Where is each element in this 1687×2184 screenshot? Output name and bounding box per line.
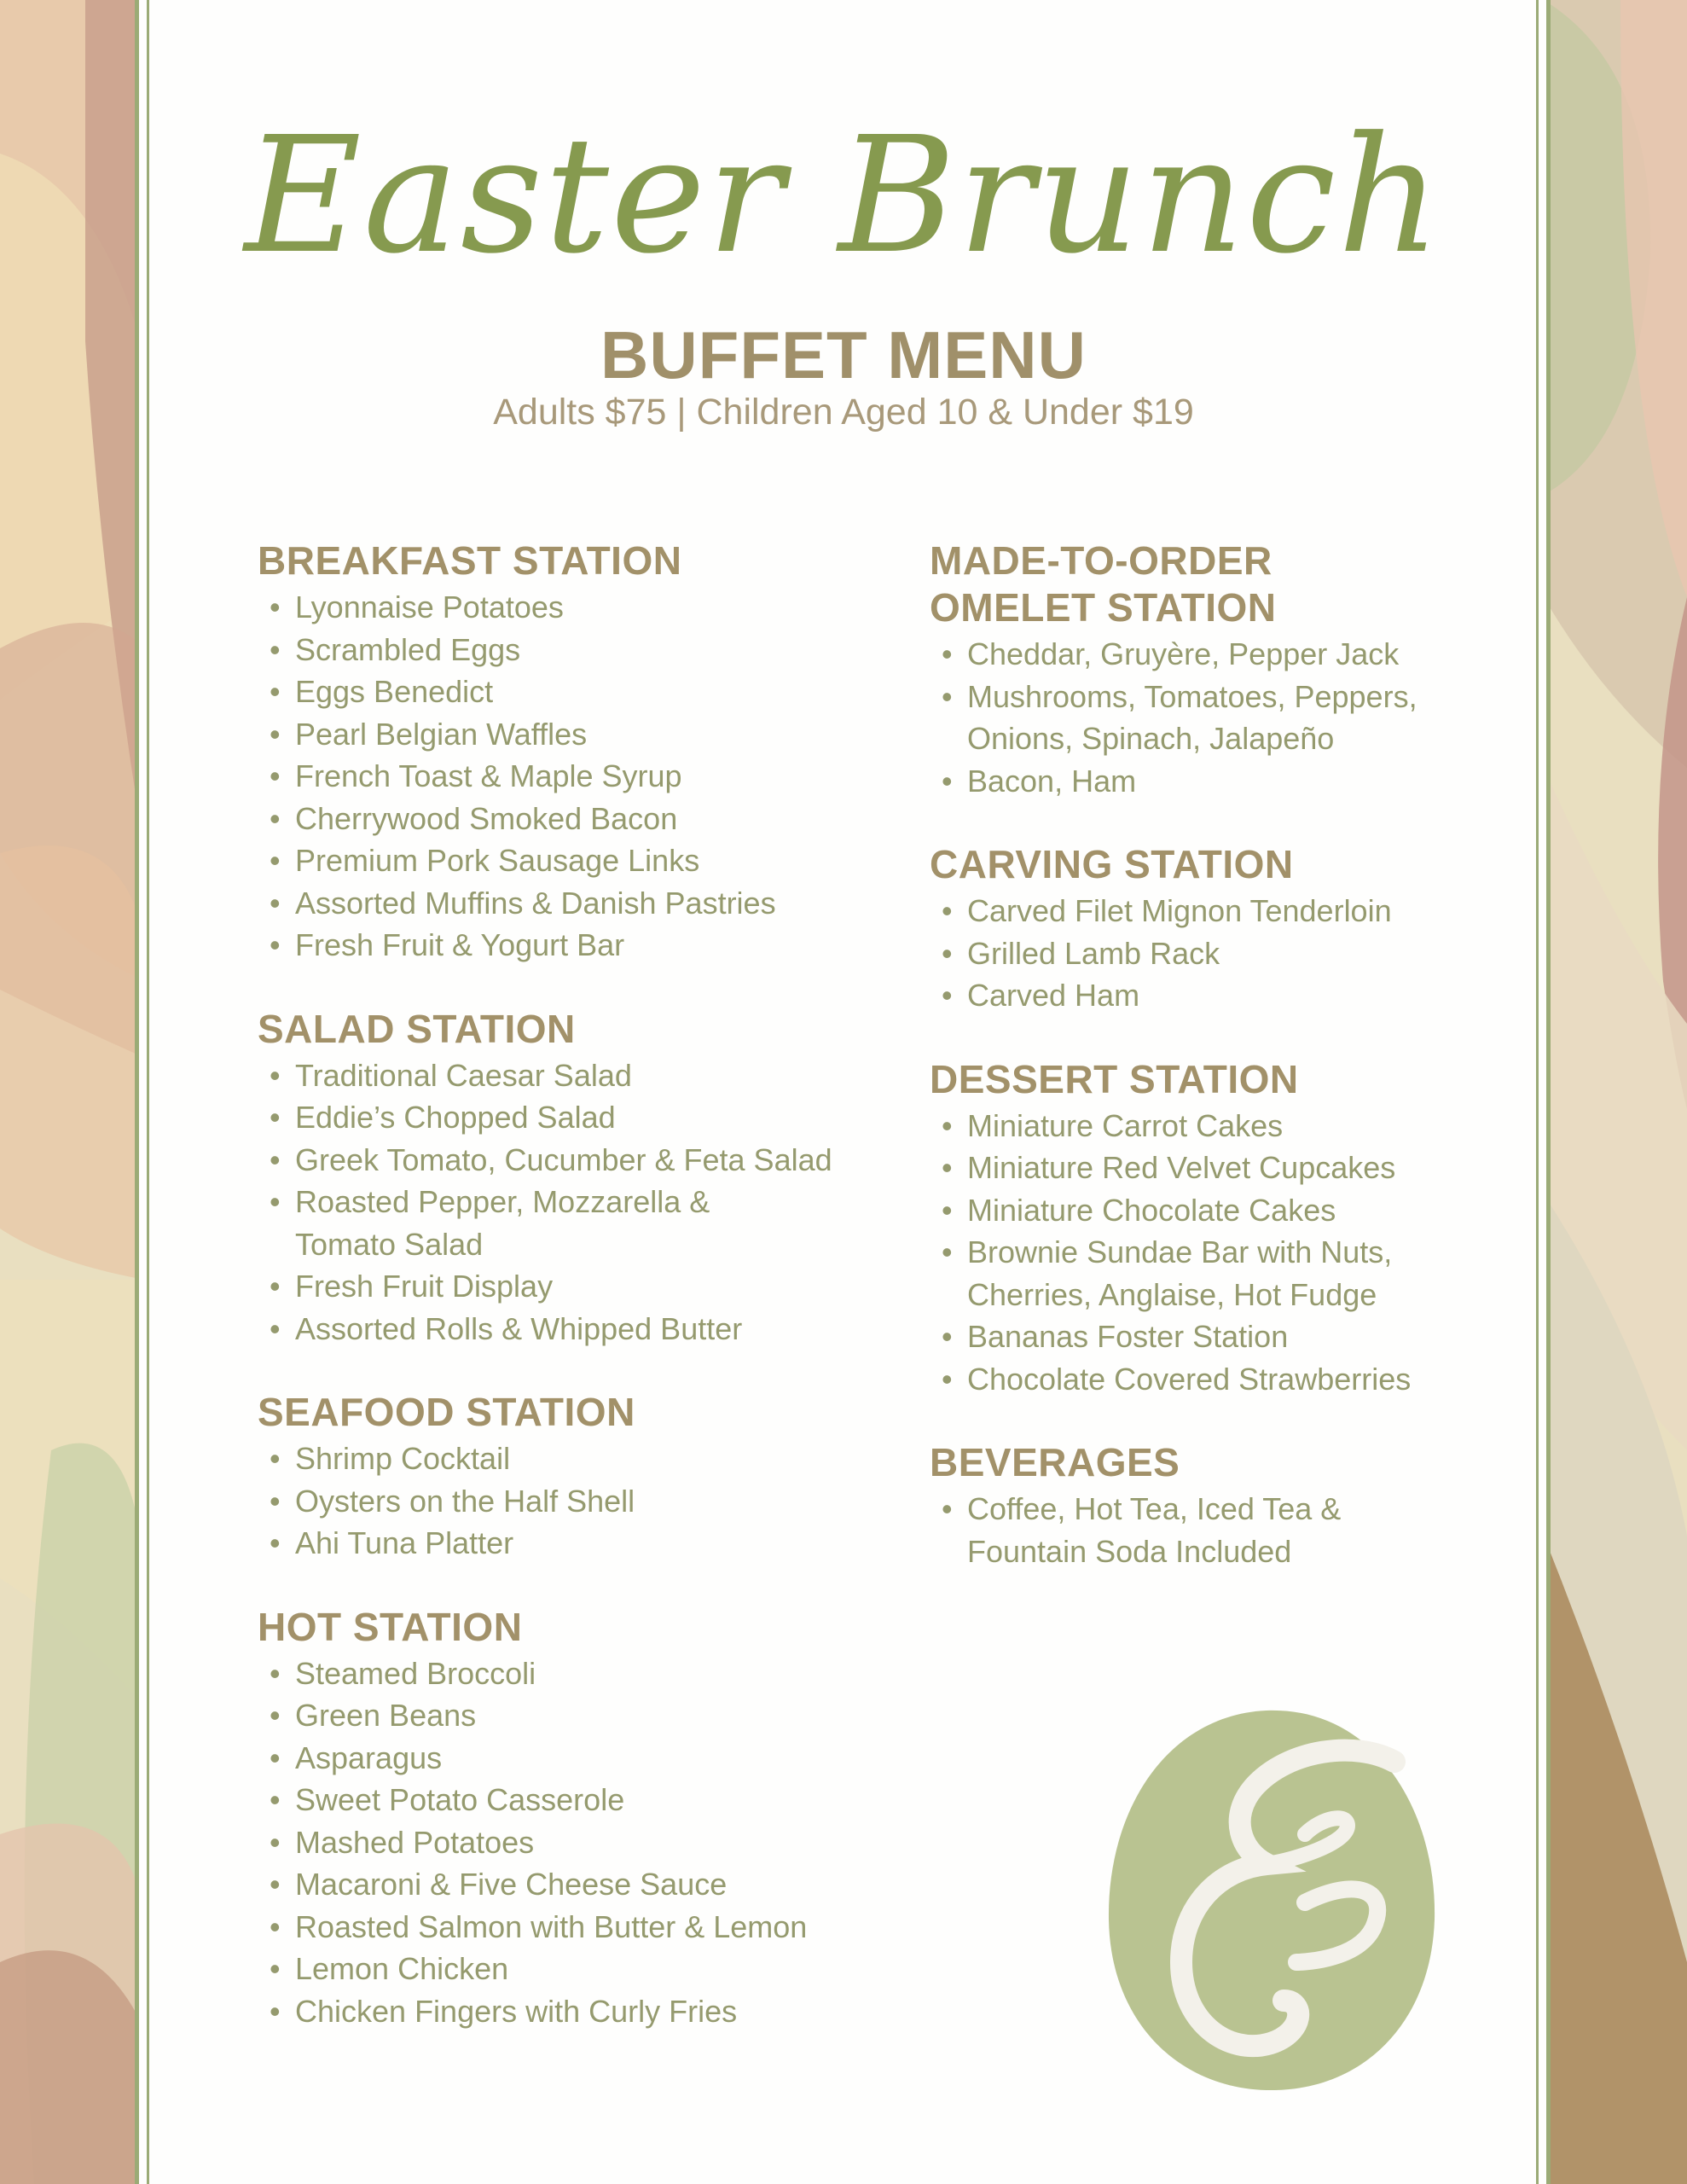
section-salad-station [258,1006,906,1350]
menu-item: • Shrimp Cocktail [258,1438,906,1480]
item-list [258,586,906,967]
menu-item: • Sweet Potato Casserole [258,1779,906,1821]
menu-item: • Eddie’s Chopped Salad [258,1096,906,1139]
menu-item: • Carved Filet Mignon Tenderloin [930,890,1493,932]
item-list [930,1488,1493,1572]
menu-item: • Traditional Caesar Salad [258,1054,906,1097]
section-carving-station [930,841,1493,1017]
menu-item: • Premium Pork Sausage Links [258,839,906,882]
item-list [258,1438,906,1565]
section-title: BEVERAGES [930,1440,1180,1484]
menu-item: • Fresh Fruit & Yogurt Bar [258,924,906,967]
section-title: DESSERT STATION [930,1056,1299,1101]
item-list [258,1653,906,2033]
menu-item: • Mashed Potatoes [258,1821,906,1864]
item-list [930,890,1493,1017]
menu-item: • Ahi Tuna Platter [258,1522,906,1565]
menu-item: • Chicken Fingers with Curly Fries [258,1990,906,2033]
menu-item: • Lemon Chicken [258,1948,906,1990]
item-list [930,1105,1493,1401]
section-dessert-station [930,1056,1493,1401]
right-column [930,537,1493,1612]
price-line: Adults $75 | Children Aged 10 & Under $19 [493,392,1194,433]
menu-item: • Scrambled Eggs [258,629,906,671]
menu-item: • Bacon, Ham [930,760,1493,803]
menu-item: • Roasted Pepper, Mozzarella & Tomato Salad [258,1181,906,1265]
section-hot-station [258,1604,906,2033]
menu-item: • Roasted Salmon with Butter & Lemon [258,1906,906,1949]
left-column [258,537,906,2071]
section-title: SALAD STATION [258,1006,576,1051]
menu-item: • Cheddar, Gruyère, Pepper Jack [930,633,1493,676]
section-title: MADE-TO-ORDER OMELET STATION [930,538,1277,630]
menu-item: • Asparagus [258,1737,906,1780]
menu-item: • Oysters on the Half Shell [258,1480,906,1523]
item-list [930,633,1493,802]
menu-item: • Eggs Benedict [258,671,906,713]
menu-item: • Assorted Rolls & Whipped Butter [258,1308,906,1350]
menu-item: • Green Beans [258,1694,906,1737]
menu-item: • Miniature Red Velvet Cupcakes [930,1147,1493,1189]
section-title: SEAFOOD STATION [258,1390,635,1434]
menu-item: • Chocolate Covered Strawberries [930,1358,1493,1401]
menu-item: • Miniature Chocolate Cakes [930,1189,1493,1232]
menu-item: • Assorted Muffins & Danish Pastries [258,882,906,925]
menu-item: • Macaroni & Five Cheese Sauce [258,1863,906,1906]
menu-item: • Grilled Lamb Rack [930,932,1493,975]
menu-item: • Brownie Sundae Bar with Nuts, Cherries, Anglaise, Hot Fudge [930,1231,1493,1316]
menu-item: • Bananas Foster Station [930,1316,1493,1358]
menu-item: • Greek Tomato, Cucumber & Feta Salad [258,1139,906,1182]
menu-item: • Steamed Broccoli [258,1653,906,1695]
menu-item: • Lyonnaise Potatoes [258,586,906,629]
section-title: BREAKFAST STATION [258,538,682,583]
section-breakfast-station [258,537,906,967]
menu-item: • Coffee, Hot Tea, Iced Tea & Fountain Soda Included [930,1488,1493,1572]
menu-item: • Cherrywood Smoked Bacon [258,798,906,840]
section-title: CARVING STATION [930,842,1294,886]
menu-title: Easter Brunch [244,102,1443,289]
menu-item: • Pearl Belgian Waffles [258,713,906,756]
menu-item: • Mushrooms, Tomatoes, Peppers, Onions, Spinach, Jalapeño [930,676,1493,760]
menu-item: • Fresh Fruit Display [258,1265,906,1308]
item-list [258,1054,906,1350]
section-beverages [930,1439,1493,1572]
section-title: HOT STATION [258,1604,523,1649]
menu-item: • Miniature Carrot Cakes [930,1105,1493,1147]
egg-monogram-icon [1100,1706,1458,2099]
section-omelet-station [930,537,1493,802]
menu-item: • French Toast & Maple Syrup [258,755,906,798]
menu-item: • Carved Ham [930,974,1493,1017]
menu-subtitle: BUFFET MENU [600,317,1087,392]
section-seafood-station [258,1389,906,1565]
